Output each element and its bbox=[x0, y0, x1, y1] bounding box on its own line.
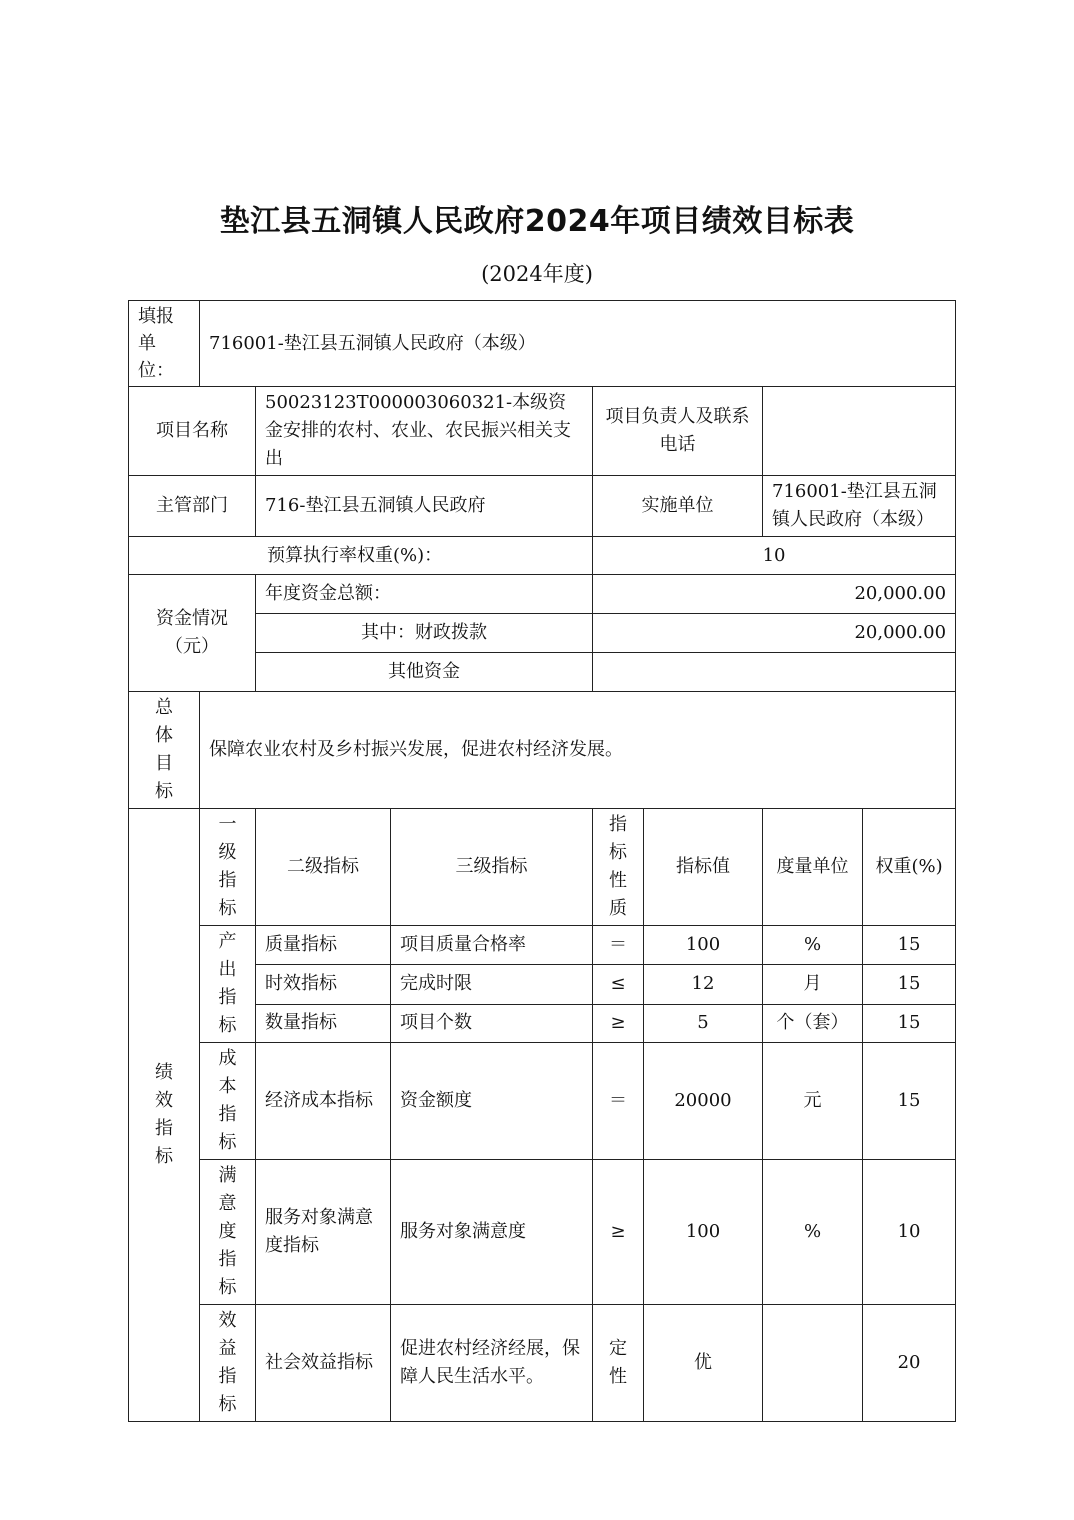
table-row-level3: 服务对象满意度 bbox=[391, 1160, 593, 1305]
leader-label: 项目负责人及联系电话 bbox=[593, 387, 763, 476]
budget-rate-label: 预算执行率权重(%)： bbox=[129, 537, 593, 575]
overall-goal-label: 总体目标 bbox=[129, 692, 200, 809]
page-subtitle: (2024年度) bbox=[481, 262, 593, 286]
page-title: 垫江县五洞镇人民政府2024年项目绩效目标表 bbox=[219, 204, 855, 239]
header-level1: 一级指标 bbox=[200, 809, 256, 926]
funds-label: 资金情况（元） bbox=[129, 575, 256, 692]
table-row-value: 20000 bbox=[644, 1043, 763, 1160]
funds-total-label: 年度资金总额： bbox=[256, 575, 593, 614]
header-level3: 三级指标 bbox=[391, 809, 593, 926]
table-row-weight: 15 bbox=[863, 1004, 956, 1042]
filler-value: 716001-垫江县五洞镇人民政府（本级） bbox=[200, 301, 956, 387]
table-row-unit: 个（套） bbox=[763, 1004, 863, 1042]
header-level2: 二级指标 bbox=[256, 809, 391, 926]
table-row-unit: % bbox=[763, 926, 863, 965]
table-row-weight: 20 bbox=[863, 1305, 956, 1422]
project-name-value: 50023123T000003060321-本级资金安排的农村、农业、农民振兴相关支出 bbox=[256, 387, 593, 476]
table-row-unit: 月 bbox=[763, 965, 863, 1004]
header-nature: 指标性质 bbox=[593, 809, 644, 926]
table-row-level2: 经济成本指标 bbox=[256, 1043, 391, 1160]
indicators-label: 绩效指标 bbox=[129, 809, 200, 1422]
table-row-level3: 项目个数 bbox=[391, 1004, 593, 1042]
funds-total-value: 20,000.00 bbox=[593, 575, 956, 614]
table-row-value: 优 bbox=[644, 1305, 763, 1422]
table-row-value: 100 bbox=[644, 1160, 763, 1305]
performance-target-table bbox=[128, 300, 956, 1422]
table-row-level3: 促进农村经济经展，保障人民生活水平。 bbox=[391, 1305, 593, 1422]
impl-value: 716001-垫江县五洞镇人民政府（本级） bbox=[763, 476, 956, 537]
impl-label: 实施单位 bbox=[593, 476, 763, 537]
project-name-label: 项目名称 bbox=[129, 387, 256, 476]
overall-goal-value: 保障农业农村及乡村振兴发展，促进农村经济发展。 bbox=[200, 692, 956, 809]
table-row-unit bbox=[763, 1305, 863, 1422]
table-row-weight: 15 bbox=[863, 1043, 956, 1160]
funds-fiscal-label: 其中：财政拨款 bbox=[256, 614, 593, 653]
table-row-level2: 质量指标 bbox=[256, 926, 391, 965]
table-row-level3: 完成时限 bbox=[391, 965, 593, 1004]
table-row-level2: 社会效益指标 bbox=[256, 1305, 391, 1422]
level1-cost: 成本指标 bbox=[200, 1043, 256, 1160]
table-row-level2: 时效指标 bbox=[256, 965, 391, 1004]
budget-rate-value: 10 bbox=[593, 537, 956, 575]
level1-satisfaction: 满意度指标 bbox=[200, 1160, 256, 1305]
table-row-level3: 资金额度 bbox=[391, 1043, 593, 1160]
table-row-level2: 服务对象满意度指标 bbox=[256, 1160, 391, 1305]
level1-benefit: 效益指标 bbox=[200, 1305, 256, 1422]
funds-other-label: 其他资金 bbox=[256, 653, 593, 692]
table-row-nature: ≥ bbox=[593, 1160, 644, 1305]
table-row-level2: 数量指标 bbox=[256, 1004, 391, 1042]
table-row-unit: % bbox=[763, 1160, 863, 1305]
dept-label: 主管部门 bbox=[129, 476, 256, 537]
table-row-nature: 定性 bbox=[593, 1305, 644, 1422]
table-row-value: 100 bbox=[644, 926, 763, 965]
leader-value bbox=[763, 387, 956, 476]
filler-label: 填报单位： bbox=[129, 301, 200, 387]
level1-output: 产出指标 bbox=[200, 926, 256, 1043]
header-weight: 权重(%) bbox=[863, 809, 956, 926]
table-row-value: 5 bbox=[644, 1004, 763, 1042]
dept-value: 716-垫江县五洞镇人民政府 bbox=[256, 476, 593, 537]
table-row-nature: ≥ bbox=[593, 1004, 644, 1042]
table-row-weight: 15 bbox=[863, 965, 956, 1004]
table-row-unit: 元 bbox=[763, 1043, 863, 1160]
table-row-nature: ＝ bbox=[593, 1043, 644, 1160]
table-row-level3: 项目质量合格率 bbox=[391, 926, 593, 965]
header-value: 指标值 bbox=[644, 809, 763, 926]
header-unit: 度量单位 bbox=[763, 809, 863, 926]
table-row-weight: 10 bbox=[863, 1160, 956, 1305]
funds-other-value bbox=[593, 653, 956, 692]
table-row-nature: ≤ bbox=[593, 965, 644, 1004]
table-row-weight: 15 bbox=[863, 926, 956, 965]
table-row-nature: ＝ bbox=[593, 926, 644, 965]
funds-fiscal-value: 20,000.00 bbox=[593, 614, 956, 653]
table-row-value: 12 bbox=[644, 965, 763, 1004]
